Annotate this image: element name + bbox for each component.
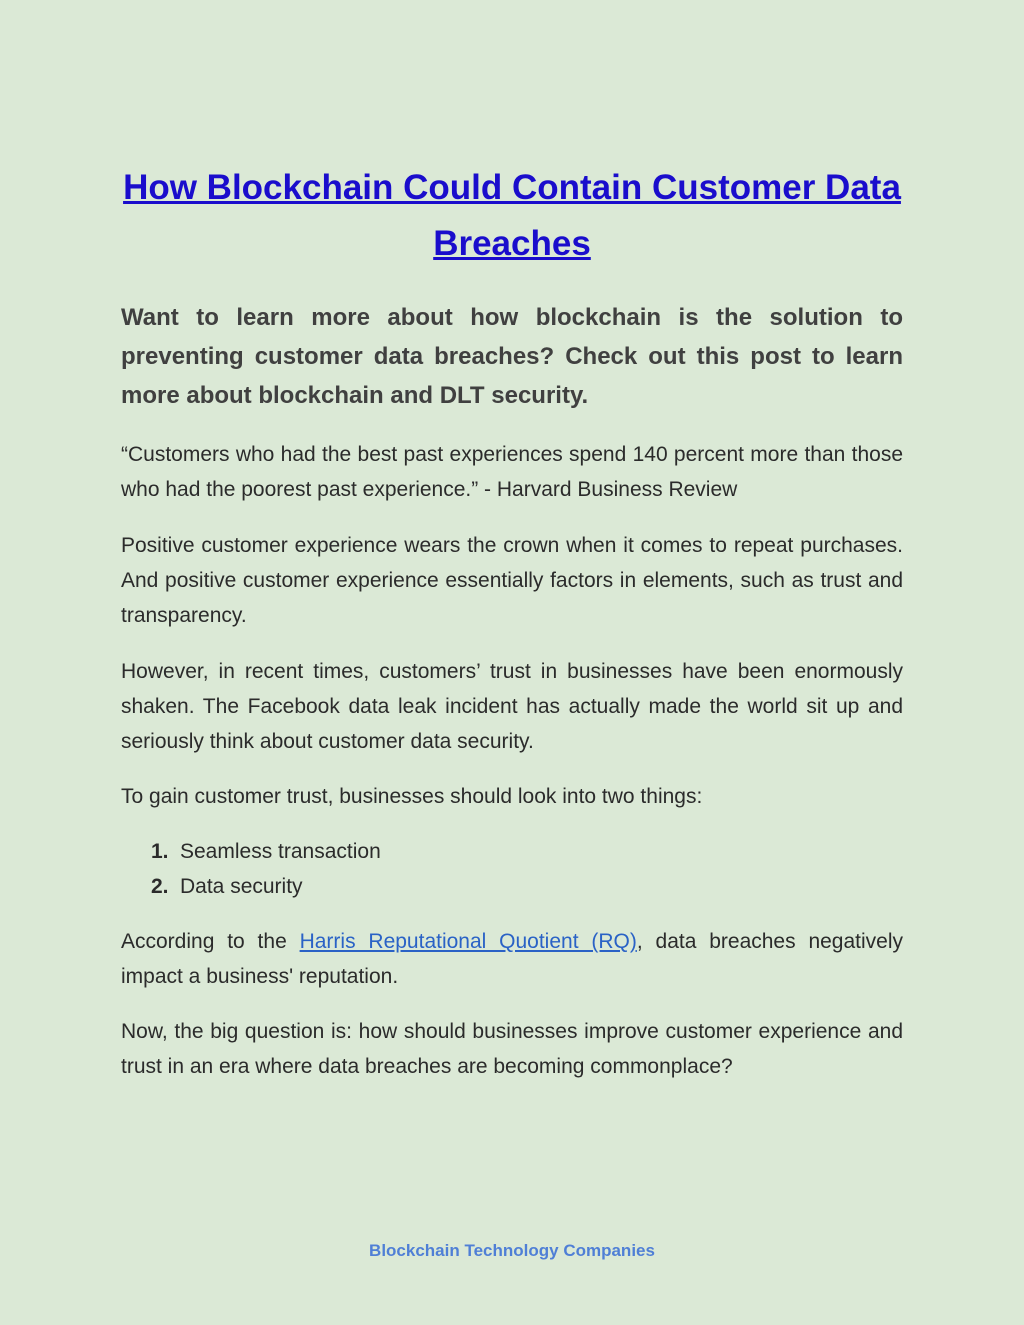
quote-paragraph: “Customers who had the best past experiences spend 140 percent more than those who had the poorest past experience.” - Harvard Business Review xyxy=(121,443,903,501)
harris-text-after: , data breaches negatively impact a business' reputation. xyxy=(121,930,903,988)
footer-text: Blockchain Technology Companies xyxy=(369,1241,655,1260)
numbered-list xyxy=(121,834,903,904)
title-link[interactable]: How Blockchain Could Contain Customer Data Breaches xyxy=(123,168,901,263)
list-item-text: Data security xyxy=(180,875,303,898)
harris-rq-link[interactable]: Harris Reputational Quotient (RQ) xyxy=(299,930,637,953)
list-item-number: 1. xyxy=(151,840,169,863)
harris-paragraph xyxy=(121,924,903,994)
page-title xyxy=(121,160,903,272)
list-item xyxy=(121,869,903,904)
list-item-number: 2. xyxy=(151,875,169,898)
lead-paragraph: Want to learn more about how blockchain is the solution to preventing customer data breaches? Check out this post to learn more about blockchain and DLT security. xyxy=(121,304,903,409)
list-item-text: Seamless transaction xyxy=(180,840,381,863)
document-page xyxy=(121,160,903,1084)
gain-trust-paragraph: To gain customer trust, businesses should look into two things: xyxy=(121,785,703,808)
harris-text-before: According to the xyxy=(121,930,300,953)
list-item xyxy=(121,834,903,869)
trust-paragraph: However, in recent times, customers’ trust in businesses have been enormously shaken. The Facebook data leak incident has actually made the world sit up and seriously think about customer data security. xyxy=(121,660,903,753)
experience-paragraph: Positive customer experience wears the crown when it comes to repeat purchases. And positive customer experience essentially factors in elements, such as trust and transparency. xyxy=(121,534,903,627)
question-paragraph: Now, the big question is: how should businesses improve customer experience and trust in an era where data breaches are becoming commonplace? xyxy=(121,1020,903,1078)
